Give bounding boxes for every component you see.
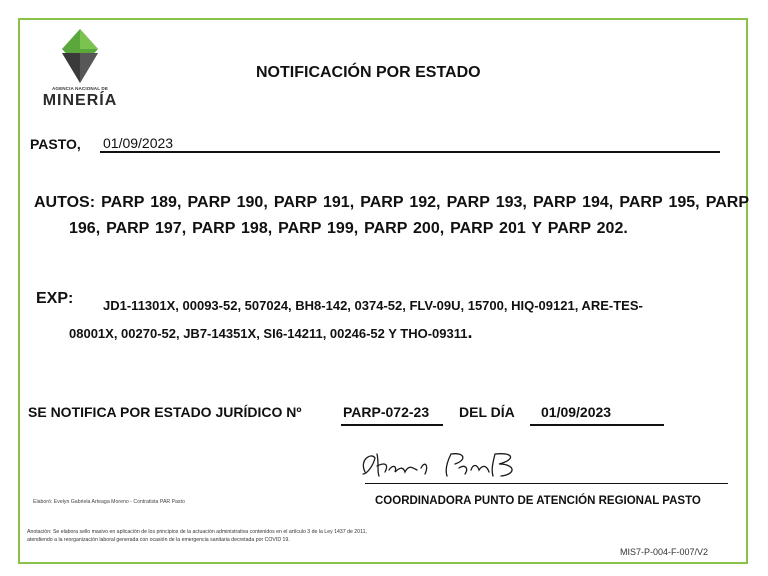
place-label: PASTO, (30, 136, 81, 152)
notification-label: SE NOTIFICA POR ESTADO JURÍDICO Nº (28, 404, 302, 420)
estado-number: PARP-072-23 (343, 404, 430, 420)
notification-date: 01/09/2023 (541, 404, 612, 420)
signer-title: COORDINADORA PUNTO DE ATENCIÓN REGIONAL PASTO (375, 495, 701, 507)
notification-date-underline (530, 424, 664, 426)
logo-small-text: AGENCIA NACIONAL DE (51, 86, 108, 91)
place-date-underline (100, 151, 720, 153)
estado-number-underline (341, 424, 443, 426)
exp-list: JD1-11301X, 00093-52, 507024, BH8-142, 0374-52, FLV-09U, 15700, HIQ-09121, ARE-TES-08001X, 00270-52, JB7-14351X, SI6-14211, 00246-52 Y THO-09311 (69, 298, 643, 341)
exp-paragraph (69, 293, 689, 347)
signature-line (365, 483, 728, 484)
prepared-by-note: Elaboró: Evelyn Gabriela Arteaga Moreno - Contratista PAR Pasto (33, 499, 185, 505)
document-code: MIS7-P-004-F-007/V2 (620, 547, 709, 557)
del-dia-label: DEL DÍA (459, 404, 515, 420)
signature-graphic (355, 446, 545, 486)
exp-end-mark: . (467, 322, 473, 342)
exp-label: EXP: (36, 290, 74, 307)
autos-paragraph: AUTOS: PARP 189, PARP 190, PARP 191, PARP 192, PARP 193, PARP 194, PARP 195, PARP 196, PARP 197, PARP 198, PARP 199, PARP 200, PARP 201 Y PARP 202. (34, 194, 749, 237)
place-date: 01/09/2023 (103, 135, 174, 151)
annotation-note: Anotación: Se elabora sello masivo en aplicación de los principios de la actuación administrativa contenidos en el artículo 3 de la Ley 1437 de 2011, atendiendo a la reorganización laboral generada con ocasión de la emergencia sanitaria decretada por COVID 19. (27, 529, 367, 543)
page-title: NOTIFICACIÓN POR ESTADO (256, 64, 481, 81)
logo-wordmark: MINERÍA (42, 92, 118, 109)
